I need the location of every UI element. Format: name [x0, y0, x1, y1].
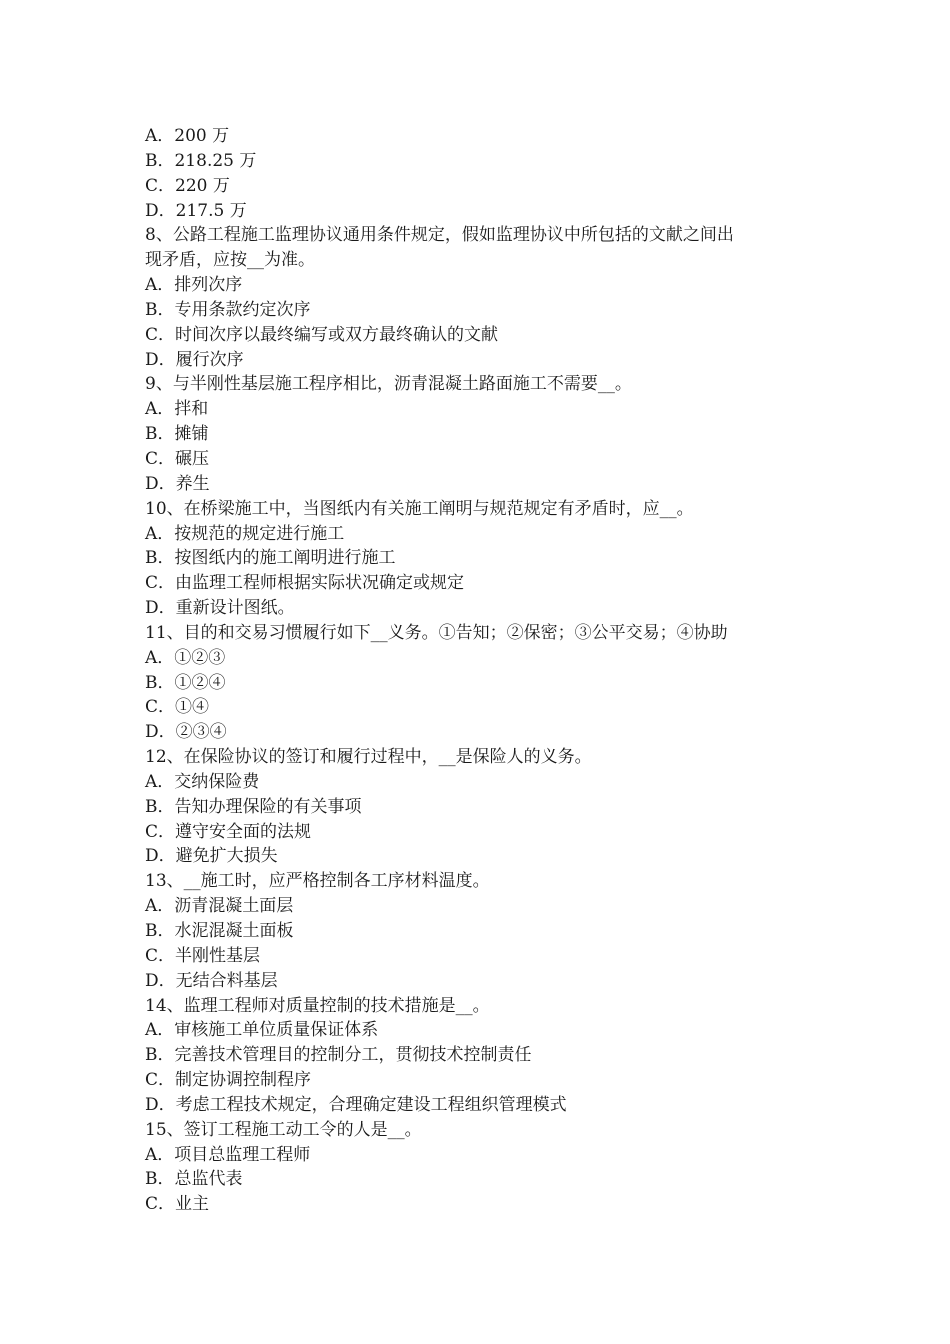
question-line: 15、签订工程施工动工令的人是__。: [145, 1119, 422, 1140]
option-line: A．沥青混凝土面层: [145, 896, 294, 917]
option-line: C．①④: [145, 697, 210, 718]
option-line: C．由监理工程师根据实际状况确定或规定: [145, 573, 465, 594]
option-line: B．218.25 万: [145, 150, 257, 171]
question-line: 13、__施工时，应严格控制各工序材料温度。: [145, 871, 490, 892]
option-line: B．完善技术管理目的控制分工，贯彻技术控制责任: [145, 1045, 532, 1066]
option-line: D．②③④: [145, 722, 227, 743]
option-line: A．项目总监理工程师: [145, 1144, 311, 1165]
option-line: B．摊铺: [145, 424, 209, 445]
option-line: B．专用条款约定次序: [145, 299, 311, 320]
option-line: C．220 万: [145, 175, 230, 196]
option-line: A．200 万: [145, 126, 230, 146]
question-line: 现矛盾，应按__为准。: [145, 250, 315, 271]
option-line: A．按规范的规定进行施工: [145, 523, 345, 544]
option-line: A．审核施工单位质量保证体系: [145, 1020, 379, 1041]
option-line: C．制定协调控制程序: [145, 1070, 312, 1091]
option-line: B．告知办理保险的有关事项: [145, 796, 362, 817]
document-body: [145, 124, 815, 1217]
option-line: D．履行次序: [145, 349, 244, 370]
option-line: D．217.5 万: [145, 200, 247, 221]
option-line: A．①②③: [145, 647, 226, 668]
option-line: B．①②④: [145, 672, 226, 693]
option-line: C．遵守安全面的法规: [145, 821, 312, 842]
option-line: B．按图纸内的施工阐明进行施工: [145, 548, 396, 569]
option-line: A．拌和: [145, 399, 209, 420]
option-line: C．碾压: [145, 448, 210, 469]
option-line: B．水泥混凝土面板: [145, 921, 294, 941]
option-line: D．避免扩大损失: [145, 846, 278, 867]
option-line: D．考虑工程技术规定，合理确定建设工程组织管理模式: [145, 1094, 567, 1115]
option-line: C．时间次序以最终编写或双方最终确认的文献: [145, 324, 499, 345]
option-line: D．重新设计图纸。: [145, 598, 295, 619]
option-line: A．交纳保险费: [145, 771, 260, 792]
question-line: 9、与半刚性基层施工程序相比，沥青混凝土路面施工不需要__。: [145, 374, 632, 395]
question-line: 11、目的和交易习惯履行如下__义务。①告知；②保密；③公平交易；④协助: [145, 622, 728, 643]
option-line: C．半刚性基层: [145, 945, 261, 966]
question-line: 14、监理工程师对质量控制的技术措施是__。: [145, 995, 490, 1016]
option-line: C．业主: [145, 1194, 210, 1215]
option-line: A．排列次序: [145, 275, 243, 296]
question-line: 8、公路工程施工监理协议通用条件规定，假如监理协议中所包括的文献之间出: [145, 225, 734, 246]
question-line: 12、在保险协议的签订和履行过程中，__是保险人的义务。: [145, 747, 592, 768]
option-line: D．养生: [145, 473, 210, 494]
question-line: 10、在桥梁施工中，当图纸内有关施工阐明与规范规定有矛盾时，应__。: [145, 498, 694, 519]
option-line: B．总监代表: [145, 1169, 243, 1190]
option-line: D．无结合料基层: [145, 970, 278, 991]
